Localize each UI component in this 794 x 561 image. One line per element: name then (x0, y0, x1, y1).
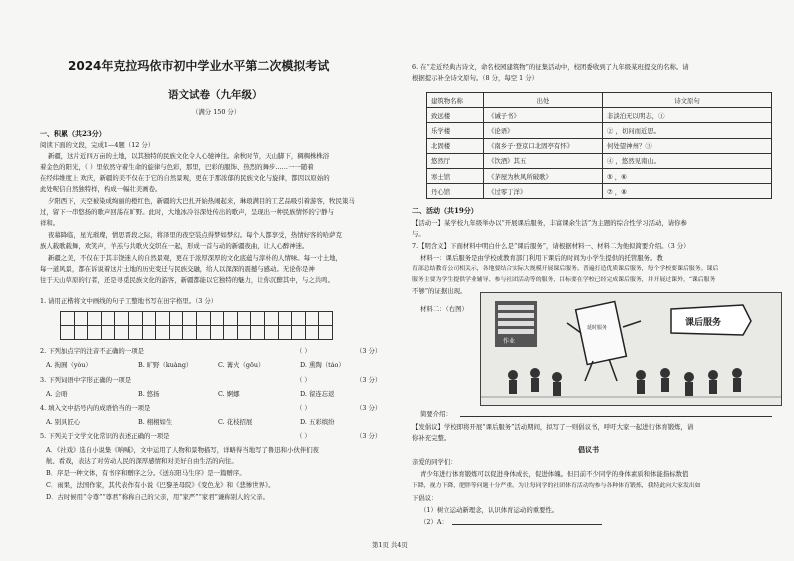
proposal-body: 青少年进行体育锻炼可以促进身体成长，促进体魄。但目前不少同学的身体素质和体能指标数值 (420, 470, 689, 478)
question-5: 5. 下列关于文学文化常识的表述正确的一项是 (40, 432, 170, 440)
proposal-prompt-cont: 你补充完整。 (412, 434, 451, 442)
table-row (427, 168, 772, 183)
question-1: 1. 请用正楷将文中画线的句子工整地书写在田字格里。（3 分） (40, 297, 218, 305)
exam-subtitle: 语文试卷（九年级） (168, 89, 263, 101)
activity-one-cont: 与。 (412, 230, 425, 238)
board-label: 延时服务 (587, 325, 608, 331)
building-name: 悠然厅 (427, 153, 484, 168)
answer-blank[interactable]: ⑤ ，⑥ (603, 168, 772, 183)
answer-paren[interactable]: （ ） (296, 347, 311, 355)
option-c[interactable]: C. 花枝招展 (218, 418, 253, 426)
building-name: 寒士馆 (427, 168, 484, 183)
column-header: 建筑物名称 (427, 93, 484, 108)
exam-title: 2024年克拉玛依市初中学业水平第二次模拟考试 (68, 59, 330, 73)
answer-blank[interactable]: ⑦ ，⑧ (603, 184, 772, 199)
proposal-item: （2）A： (420, 518, 448, 526)
passage-line: 着金色的阳光，（ ）里依然守着生命的旋律与色彩，那里，巴彩的服饰、热烈的舞步……一一随着 (40, 163, 314, 171)
answer-blank[interactable]: 何处望神州？③ (603, 138, 772, 153)
part1-intro: 阅读下面的文段，完成1—4题（12 分） (40, 141, 155, 149)
answer-paren[interactable]: （ ） (296, 432, 311, 440)
source: 《茅屋为秋风所破歌》 (484, 168, 603, 183)
question-score: （3 分） (356, 432, 382, 440)
question-6: 6. 在“走近经典古诗文，命名校园建筑物”的征集活动中，校团委收到了九年级某班提交的名称。请 (412, 63, 689, 71)
question-4: 4. 填入文中括号内的成语恰当的一项是 (40, 404, 151, 412)
writing-grid-row-2[interactable] (60, 325, 333, 340)
option-c[interactable]: C. 婀娜 (218, 390, 240, 398)
source: 《诫子书》 (484, 108, 603, 123)
passage-line: 夜幕降临，星光璀璨，情思晋段之际，将泽里的夜空装点得梦如梦幻。每个人都享受，热情好客的哈萨克 (48, 231, 342, 239)
proposal-body: 下降，视力下降，肥胖等问题十分严重。为让每同学的社团体育活动均参与各种体育锻炼，我特此向大家发出如 (412, 483, 701, 489)
passage-line: 新疆之美，不仅在于其丰饶迷人的自然景观，更在于浓厚深厚的文化底蕴与淳朴的人情味。每一寸土地， (48, 254, 342, 262)
material-line: 育部总结教育公司相关示，各地要结合实际大规模开展课后服务。普遍打造优质课后服务，每个学校要课后服务。课后 (412, 266, 719, 272)
activity-one: 【活动一】某学校九年级举办以“开展课后服务，丰富课余生活”为主题的综合性学习活动，请你参 (412, 219, 687, 227)
passage-line: 此处呢信自然独特样，构成一幅壮美画卷。 (40, 185, 162, 193)
table-row (427, 108, 772, 123)
cartoon-svg (481, 293, 781, 405)
option-b[interactable]: B. 旷野（kuàng） (138, 361, 193, 369)
question-6-cont: 根据提示补全诗文原句。（8 分，每空 1 分） (412, 74, 539, 82)
homework-stack (495, 301, 537, 347)
passage-line: 往于天山草原的行者，还是寻觅民族文化的游客，新疆都能以它独特的魅力，让你沉醉其中，与之共鸣。 (40, 276, 334, 284)
passage-line: 每一道风景，都在诉说着这片土地的历史变迁与民族交融，给人以深深的震撼与感动。无论你是神 (40, 265, 315, 273)
building-name: 致远楼 (427, 108, 484, 123)
part1-heading: 一、积累（共23分） (40, 129, 106, 138)
option-d[interactable]: D．古时候用“令尊”“尊君”称称自己的父亲，用“家严”“家君”谦称别人的父亲。 (46, 493, 269, 501)
question-score: （3 分） (356, 376, 382, 384)
building-name: 北固楼 (427, 138, 484, 153)
table-row (427, 138, 772, 153)
source: 《论语》 (484, 123, 603, 138)
option-a-cont: 航、看戏，表达了对劳动人民的深厚感情和对美好自由生活的向往。 (46, 457, 238, 465)
passage-line: 祥和。 (40, 219, 60, 227)
source: 《饮酒》其五 (484, 153, 603, 168)
question-3: 3. 下列词语中字形正确的一项是 (40, 376, 132, 384)
passage-line: 族人载歌载舞，欢笑声，羊羔与共歌火交织在一起，形成一首与动的新疆夜曲，让人心醉神迷。 (40, 242, 309, 250)
writing-grid-row-1[interactable] (60, 311, 333, 326)
question-2: 2. 下列加点字的注音不正确的一项是 (40, 347, 144, 355)
intro-label: 简要介绍： (420, 410, 452, 418)
part2-heading: 二、活动（共19分） (412, 206, 478, 215)
table-row (427, 123, 772, 138)
option-d[interactable]: D. 熏陶（táo） (300, 361, 345, 369)
option-b[interactable]: B．序是一种文体，有书序和赠序之分。《送东阳马生序》是一篇赠序。 (46, 469, 246, 477)
source: 《南乡子·登京口北固亭有怀》 (484, 138, 603, 153)
table-row (427, 184, 772, 199)
option-a[interactable]: A. 拘囿（yòu） (46, 361, 92, 369)
column-header: 诗文原句 (603, 93, 772, 108)
answer-paren[interactable]: （ ） (296, 376, 311, 384)
question-score: （3 分） (356, 347, 382, 355)
answer-paren[interactable]: （ ） (296, 404, 311, 412)
proposal-title: 倡议书 (578, 445, 599, 454)
cartoon-illustration (480, 292, 782, 406)
question-7: 7.【明含义】下面材料中明白什么是“课后服务”，请根据材料一、材料二为他拟简要介绍。（3 分） (412, 242, 690, 250)
question-score: （3 分） (356, 404, 382, 412)
passage-line: 夕阳西下，天空被染成绚丽的橙红色，新疆的大巴扎开始热闹起来，琳琅满目的工艺品吸引着游客，牧民策马 (48, 197, 355, 205)
score-note: （满分 150 分） (192, 108, 241, 116)
poem-table (426, 92, 772, 199)
option-a[interactable]: A. 会晤 (46, 390, 68, 398)
proposal-body: 下倡议： (412, 494, 438, 502)
table-header-row (427, 93, 772, 108)
proposal-salutation: 亲爱的同学们： (412, 458, 457, 466)
proposal-prompt: 【发倡议】学校即将开展“课后服务”活动期间，拟写了一则倡议书，呼吁大家一起进行体育锻炼，请 (412, 423, 694, 431)
column-header: 出处 (484, 93, 603, 108)
option-a[interactable]: A．《社戏》选自小说集《呐喊》，文中运用了人物和景物描写，详略得当地写了鲁迅和小伙伴们夜 (46, 446, 320, 454)
answer-blank[interactable]: ④ ，悠然见南山。 (603, 153, 772, 168)
option-c[interactable]: C．雨果，法国作家，其代表作有小说《巴黎圣母院》《变色龙》和《悲惨世界》。 (46, 481, 275, 489)
building-name: 丹心馆 (427, 184, 484, 199)
answer-blank[interactable]: 非淡泊无以明志，① (603, 108, 772, 123)
option-b[interactable]: B. 悠扬 (138, 390, 160, 398)
page-number: 第1页 共4页 (372, 541, 408, 549)
material-line: 不够”的证据出现。 (412, 287, 467, 295)
option-d[interactable]: D. 五彩缤纷 (300, 418, 335, 426)
sign-label: 课后服务 (685, 318, 722, 328)
material-line: 服务主要为学生提供学业辅导、参与社团活动等的服务，目标要在学校已经完成课后服务，并开展过课外，“课后服务 (412, 277, 716, 283)
passage-line: 过，留下一串悠扬的歌声回荡在旷野。此时，大地冰冷谷深处传出的歌声，呈现出一种民族情怀的宁静与 (40, 208, 334, 216)
material-line: 材料一：课后服务是由学校或教育部门利用下课后的时间为小学生提供的托管服务。教 (420, 254, 663, 262)
answer-blank[interactable]: ② ，切问而近思。 (603, 123, 772, 138)
option-c[interactable]: C. 篝火（gōu） (218, 361, 265, 369)
source: 《过零丁洋》 (484, 184, 603, 199)
proposal-answer-line[interactable] (452, 524, 602, 525)
option-d[interactable]: D. 留连忘返 (300, 390, 335, 398)
intro-answer-line[interactable] (460, 416, 772, 417)
table-row (427, 153, 772, 168)
passage-line: 在经纬维度上 欢庆，新疆的美不仅在于它的自然景观，更在于那浓郁的民族文化与旋律，都因以原始的 (40, 174, 330, 182)
passage-line: 新疆，这片近四万亩的土地，以其独特的民族文化令人心驰神往。余秋时节，天山脚下，稠稠株株浴 (48, 152, 330, 160)
material-two-label: 材料二：（右图） (420, 305, 468, 313)
option-b[interactable]: B. 栩栩如生 (138, 418, 173, 426)
building-name: 乐学楼 (427, 123, 484, 138)
proposal-item: （1）树立运动新理念，认识体育运动的重要性。 (420, 506, 559, 514)
stack-label: 作业 (503, 338, 516, 345)
option-a[interactable]: A. 别具匠心 (46, 418, 81, 426)
